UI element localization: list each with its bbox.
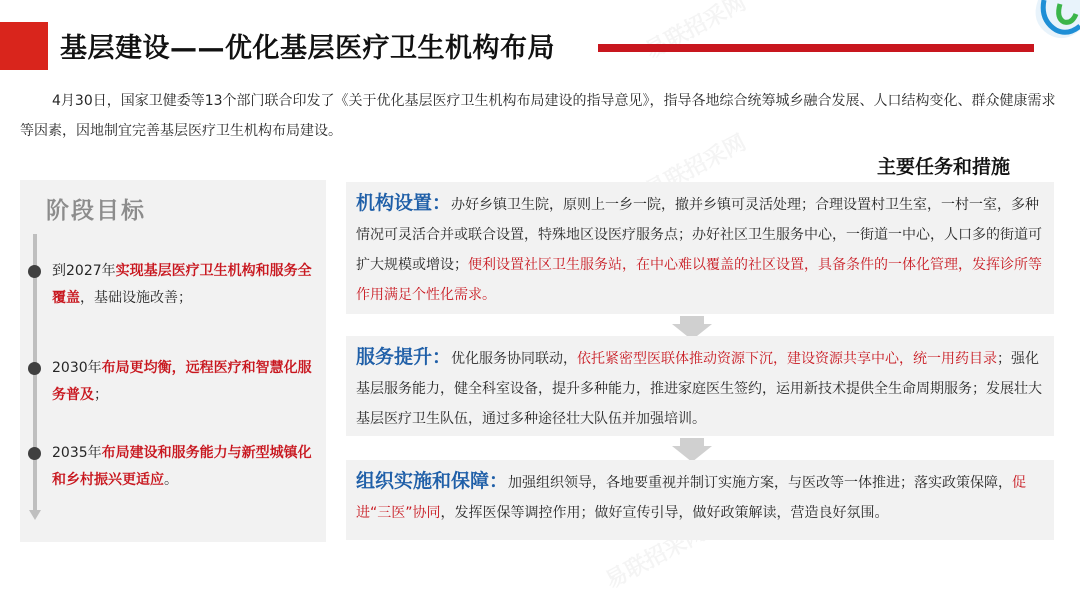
bullet-dot-icon <box>28 447 41 460</box>
stage-goals-panel <box>20 180 326 542</box>
stage-text: 2035年布局建设和服务能力与新型城镇化和乡村振兴更适应。 <box>52 445 312 488</box>
task-box-service: 服务提升：优化服务协同联动，依托紧密型医联体推动资源下沉，建设资源共享中心，统一用药目录；强化基层服务能力，健全科室设备，提升多种能力，推进家庭医生签约，运用新技术提供全生命周期服务；发展壮大基层医疗卫生队伍，通过多种途径壮大队伍并加强培训。 <box>346 336 1054 436</box>
bullet-dot-icon <box>28 265 41 278</box>
task-box-institution: 机构设置：办好乡镇卫生院，原则上一乡一院，撤并乡镇可灵活处理；合理设置村卫生室，一村一室，多种情况可灵活合并或联合设置，特殊地区设医疗服务点；办好社区卫生服务中心，一街道一中心，人口多的街道可扩大规模或增设；便利设置社区卫生服务站，在中心难以覆盖的社区设置，具备条件的一体化管理，发挥诊所等作用满足个性化需求。 <box>346 182 1054 314</box>
task-box-organization: 组织实施和保障：加强组织领导，各地要重视并制订实施方案，与医改等一体推进；落实政策保障，促进“三医”协同，发挥医保等调控作用；做好宣传引导，做好政策解读，营造良好氛围。 <box>346 460 1054 540</box>
down-arrow-icon <box>672 438 712 462</box>
task-heading: 机构设置： <box>356 192 452 214</box>
title-red-block <box>0 22 48 70</box>
task-heading: 组织实施和保障： <box>356 470 509 492</box>
intro-paragraph: 4月30日，国家卫健委等13个部门联合印发了《关于优化基层医疗卫生机构布局建设的指导意见》，指导各地综合统筹城乡融合发展、人口结构变化、群众健康需求等因素，因地制宜完善基层医疗卫生机构布局建设。 <box>20 93 1056 139</box>
page-title: 基层建设——优化基层医疗卫生机构布局 <box>60 33 555 64</box>
task-heading: 服务提升： <box>356 346 452 368</box>
brand-logo-icon <box>1030 0 1080 48</box>
timeline-arrow-icon <box>29 510 41 520</box>
stage-title: 阶段目标 <box>46 198 146 224</box>
stage-text: 2030年布局更均衡，远程医疗和智慧化服务普及； <box>52 360 312 403</box>
watermark <box>639 0 751 65</box>
title-rule <box>598 44 1034 52</box>
main-tasks-label: 主要任务和措施 <box>876 156 1010 178</box>
bullet-dot-icon <box>28 362 41 375</box>
stage-text: 到2027年实现基层医疗卫生机构和服务全覆盖，基础设施改善； <box>52 263 312 306</box>
